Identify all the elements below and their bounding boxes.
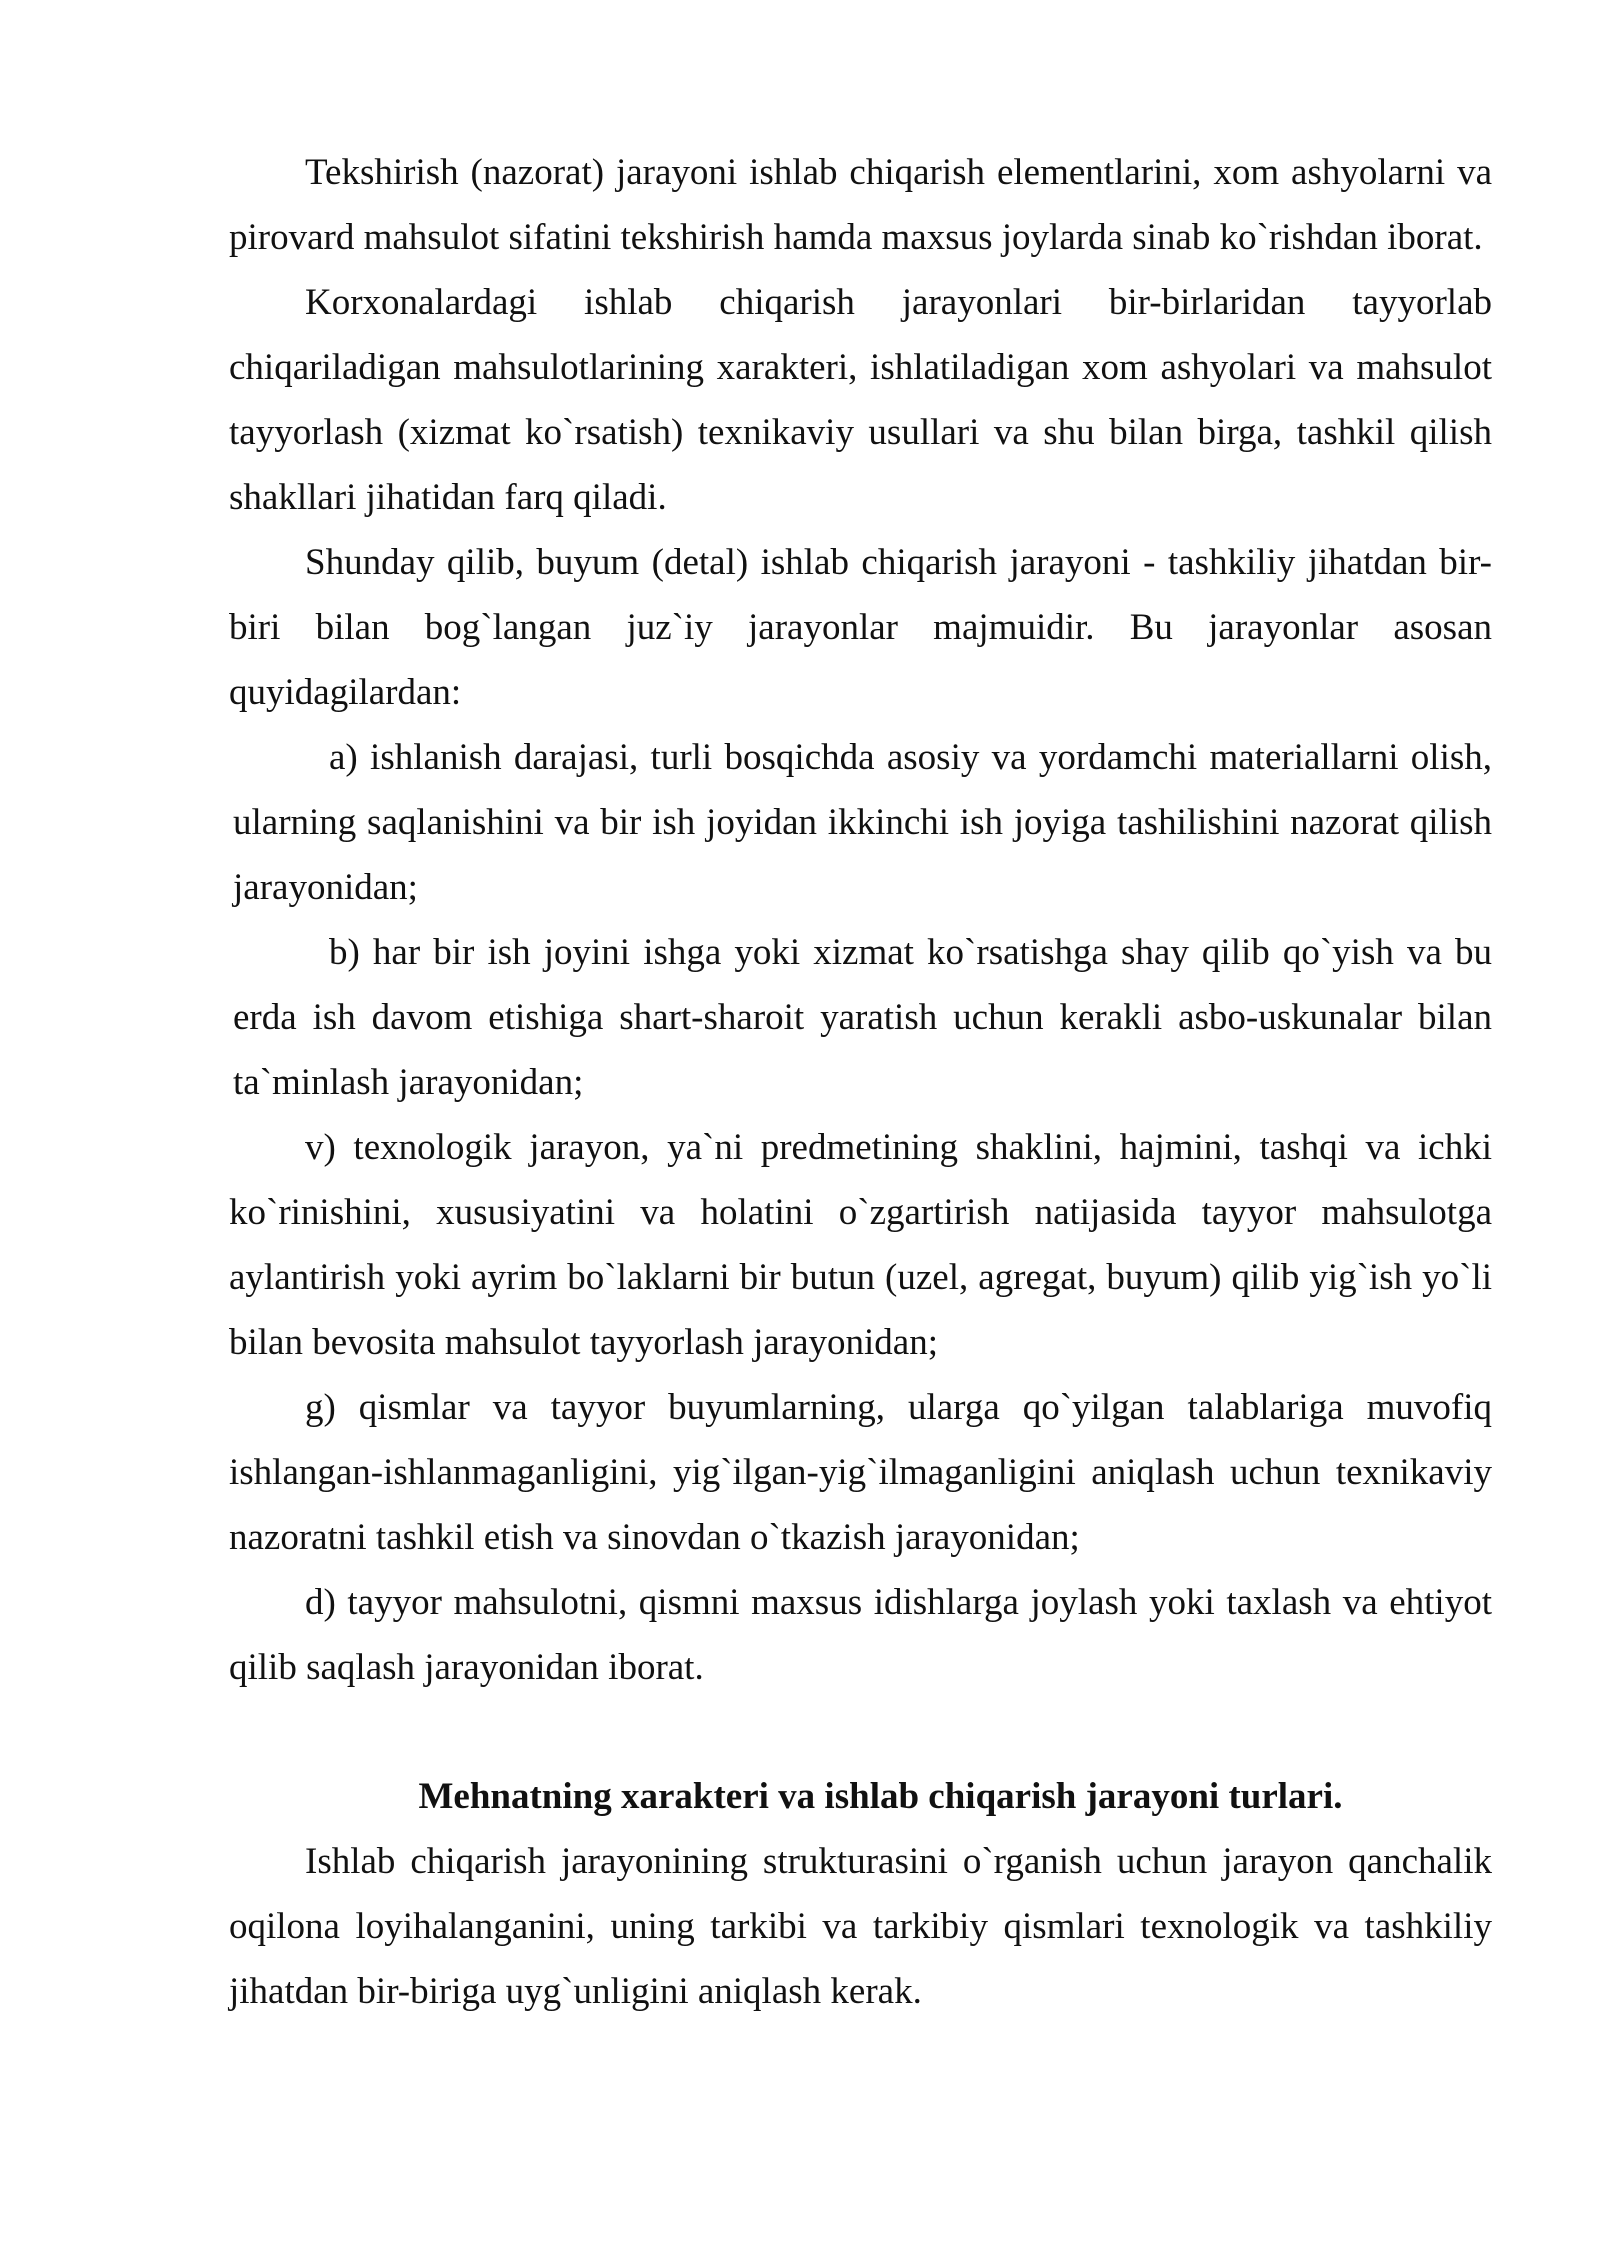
paragraph-process-composition: Shunday qilib, buyum (detal) ishlab chiqarish jarayoni - tashkiliy jihatdan bir-biri bilan bog`langan juz`iy jarayonlar majmuidir. Bu jarayonlar asosan quyidagilardan: <box>229 542 1492 713</box>
list-item-v: v) texnologik jarayon, ya`ni predmetining shaklini, hajmini, tashqi va ichki ko`rinishini, xususiyatini va holatini o`zgartirish natijasida tayyor mahsulotga aylantirish yoki ayrim bo`laklarni bir butun (uzel, agregat, buyum) qilib yig`ish yo`li bilan bevosita mahsulot tayyorlash jarayonidan; <box>229 1127 1492 1363</box>
paragraph-process-differences: Korxonalardagi ishlab chiqarish jarayonlari bir-birlaridan tayyorlab chiqariladigan mahsulotlarining xarakteri, ishlatiladigan xom ashyolari va mahsulot tayyorlash (xizmat ko`rsatish) texnikaviy usullari va shu bilan birga, tashkil qilish shakllari jihatidan farq qiladi. <box>229 282 1492 518</box>
document-body <box>229 140 1492 2024</box>
section-heading: Mehnatning xarakteri va ishlab chiqarish jarayoni turlari. <box>418 1776 1343 1817</box>
paragraph-inspection-process: Tekshirish (nazorat) jarayoni ishlab chiqarish elementlarini, xom ashyolarni va pirovard mahsulot sifatini tekshirish hamda maxsus joylarda sinab ko`rishdan iborat. <box>229 152 1492 258</box>
paragraph-process-structure: Ishlab chiqarish jarayonining strukturasini o`rganish uchun jarayon qanchalik oqilona loyihalanganini, uning tarkibi va tarkibiy qismlari texnologik va tashkiliy jihatdan bir-biriga uyg`unligini aniqlash kerak. <box>229 1841 1492 2012</box>
list-item-d: d) tayyor mahsulotni, qismni maxsus idishlarga joylash yoki taxlash va ehtiyot qilib saqlash jarayonidan iborat. <box>229 1582 1492 1688</box>
list-item-b: b) har bir ish joyini ishga yoki xizmat ko`rsatishga shay qilib qo`yish va bu erda ish davom etishiga shart-sharoit yaratish uchun kerakli asbo-uskunalar bilan ta`minlash jarayonidan; <box>233 932 1492 1103</box>
list-item-a: a) ishlanish darajasi, turli bosqichda asosiy va yordamchi materiallarni olish, ularning saqlanishini va bir ish joyidan ikkinchi ish joyiga tashilishini nazorat qilish jarayonidan; <box>233 737 1492 908</box>
list-item-g: g) qismlar va tayyor buyumlarning, ularga qo`yilgan talablariga muvofiq ishlangan-ishlanmaganligini, yig`ilgan-yig`ilmaganligini aniqlash uchun texnikaviy nazoratni tashkil etish va sinovdan o`tkazish jarayonidan; <box>229 1387 1492 1558</box>
